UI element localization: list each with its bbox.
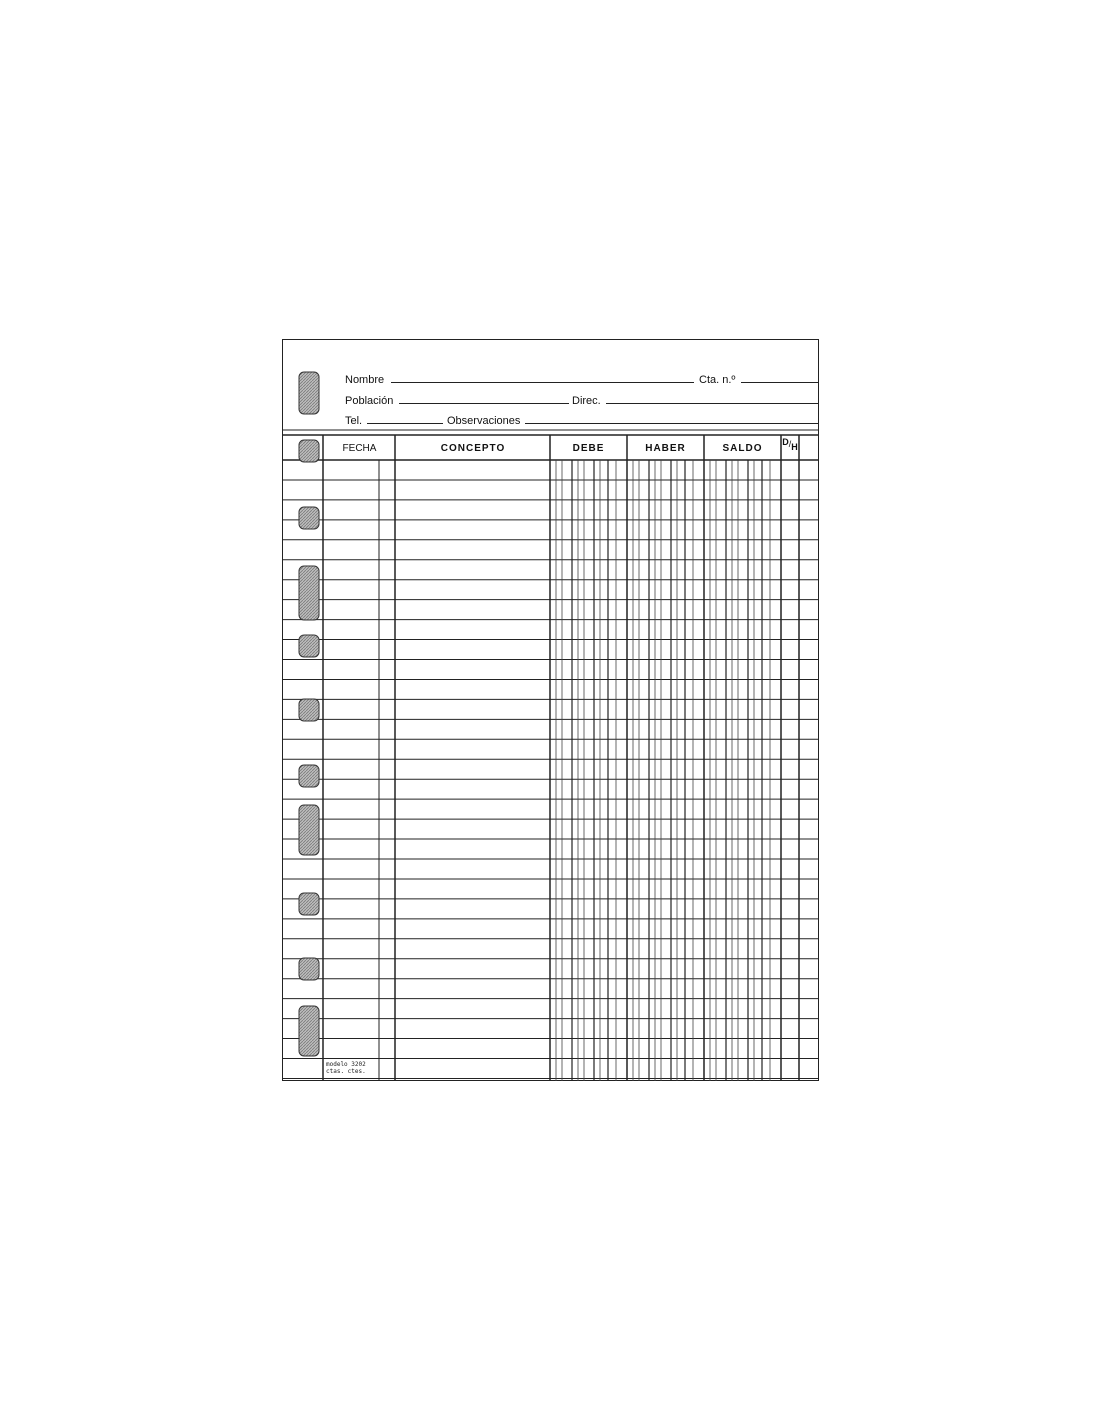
dh-header-h: H [791, 442, 798, 452]
dh-header-d: D [782, 437, 789, 447]
poblacion-field[interactable] [399, 403, 569, 404]
observaciones-label: Observaciones [447, 415, 521, 427]
direc-label: Direc. [572, 395, 601, 407]
form-model-line1: modelo 3202 [326, 1061, 366, 1068]
haber-header: HABER [645, 443, 686, 454]
cta-label: Cta. n.º [699, 374, 736, 386]
direc-field[interactable] [606, 403, 818, 404]
dh-header [781, 437, 799, 452]
dh-header-slash: / [788, 439, 792, 449]
form-model-print [326, 1061, 366, 1075]
nombre-field[interactable] [391, 382, 694, 383]
fecha-header: FECHA [342, 443, 377, 454]
tel-label: Tel. [345, 415, 363, 427]
nombre-label: Nombre [345, 374, 385, 386]
observaciones-field[interactable] [525, 423, 818, 424]
cta-field[interactable] [741, 382, 818, 383]
tel-field[interactable] [367, 423, 443, 424]
form-model-line2: ctas. ctes. [326, 1068, 366, 1075]
debe-header: DEBE [572, 443, 605, 454]
concepto-header: CONCEPTO [440, 443, 506, 454]
saldo-header: SALDO [722, 443, 763, 454]
poblacion-label: Población [345, 395, 394, 407]
